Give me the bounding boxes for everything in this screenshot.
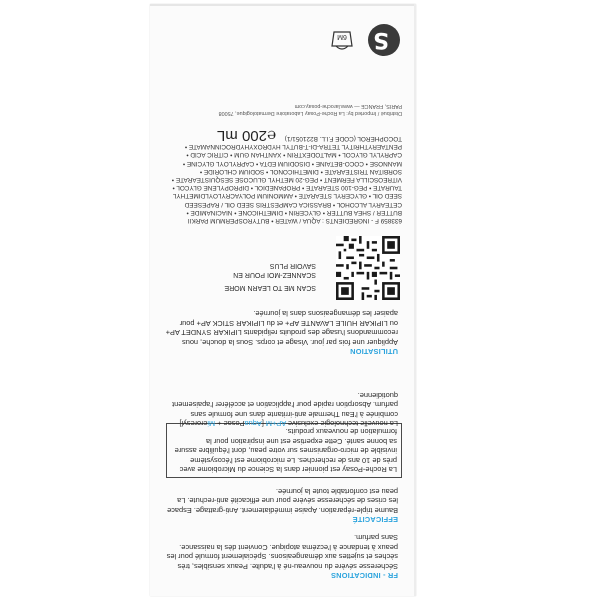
indications-heading: FR - INDICATIONS — [330, 571, 398, 580]
tech-line1: La nouvelle technologie exclusive — [286, 419, 398, 428]
ingredients-list — [166, 134, 402, 224]
tech-line4: croresyl] combinée à l'Eau Thermale anti-irritante dans une formule sans parfum. Absorption rapide pour l'application et accélérer l'apaisement quotidienne. — [172, 390, 398, 428]
technology-section — [164, 390, 398, 428]
tech-micro: Mi — [207, 419, 216, 428]
product-box-side-panel — [150, 4, 416, 596]
utilisation-section — [164, 309, 398, 356]
efficacite-heading: EFFICACITÉ — [352, 515, 398, 524]
efficacite-section — [164, 486, 398, 524]
volume-text: ℮200 mL — [216, 127, 276, 144]
address-block — [202, 102, 402, 116]
science-box — [166, 423, 402, 478]
indications-text: Sécheresse sévère du nouveau-né à l'adulte. Peaux sensibles, très sèches et sujettes aux démangeaisons. Spécialement formulé pour les peaux à tendance à l'eczéma atopique. Convient dès la naissance. Sans parfum. — [166, 533, 398, 571]
pao-6m-icon — [328, 30, 356, 52]
utilisation-text: Appliquer une fois par jour. Visage et corps. Sous la douche, nous recommandons l'usage des produits relipidants LIPIKAR SYNDET AP+ ou LIPIKAR HUILE LAVANTE AP+ et du LIPIKAR STICK AP+ pour apaiser les démangeaisons dans la journée. — [165, 309, 398, 347]
tech-ap: AP+M — [265, 419, 287, 428]
qr-scan-fr: SCANNEZ-MOI POUR EN SAVOIR PLUS — [233, 262, 316, 278]
qr-scan-en: SCAN ME TO LEARN MORE — [224, 284, 316, 291]
rotated-label-panel — [150, 4, 416, 596]
qr-caption — [206, 261, 316, 292]
address-text: Distribué / Imported by: La Roche-Posay Laboratoire Dermatologique, 75008 PARIS, FRANCE — www.laroche-posay.com — [218, 103, 402, 116]
science-text: La Roche-Posay est pionnier dans la Science du Microbiome avec près de 10 ans de recherches. Le microbiome est l'écosystème invisible de micro-organismes sur votre peau, dont l'équilibre assure sa bonne santé. Cette expertise est une inspiration pour la formulation de nouveaux produits. — [174, 427, 397, 474]
indications-section — [164, 533, 398, 580]
tech-aqua: Aqua — [244, 419, 262, 428]
tech-line3: Posae + — [215, 419, 245, 428]
disposal-symbols — [166, 18, 402, 58]
qr-block — [166, 230, 402, 300]
recycle-triman-icon: S — [368, 24, 400, 56]
pao-label: 6M — [337, 33, 347, 40]
efficacite-text: Baume triple-réparation. Apaise immédiatement. Anti-grattage. Espace les crises de sécheresse sévère pour une efficacité anti-rechute. La peau est confortable toute la journée. — [167, 486, 398, 515]
qr-code-icon[interactable] — [336, 236, 400, 300]
tech-line2: [ — [261, 419, 266, 428]
utilisation-heading: UTILISATION — [349, 347, 398, 356]
volume-label — [176, 127, 276, 144]
ingredients-text: 633859 F - INGREDIENTS : AQUA / WATER • BUTYROSPERMUM PARKII BUTTER / SHEA BUTTER • GLYCERIN • DIMETHICONE • NIACINAMIDE • CETEARYL ALCOHOL • BRASSICA CAMPESTRIS SEED OIL / RAPESEED SEED OIL • GLYCERYL STEARATE • AMMONIUM POLYACRYLOYLDIMETHYL TAURATE • PEG-100 STEARATE • PROPANEDIOL • DIPROPYLENE GLYCOL • VITREOSCILLA FERMENT • PEG-20 METHYL GLUCOSE SESQUISTEARATE • SORBITAN TRISTEARATE • DIMETHICONOL • SODIUM CHLORIDE • MANNOSE • COCO-BETAINE • DISODIUM EDTA • CAPRYLOYL GLYCINE • CAPRYLYL GLYCOL • MALTODEXTRIN • XANTHAN GUM • CITRIC ACID • PENTAERYTHRITYL TETRA-DI-T-BUTYL HYDROXYHYDROCINNAMATE • TOCOPHEROL (CODE F.I.L. B221051/1) — [171, 134, 402, 224]
